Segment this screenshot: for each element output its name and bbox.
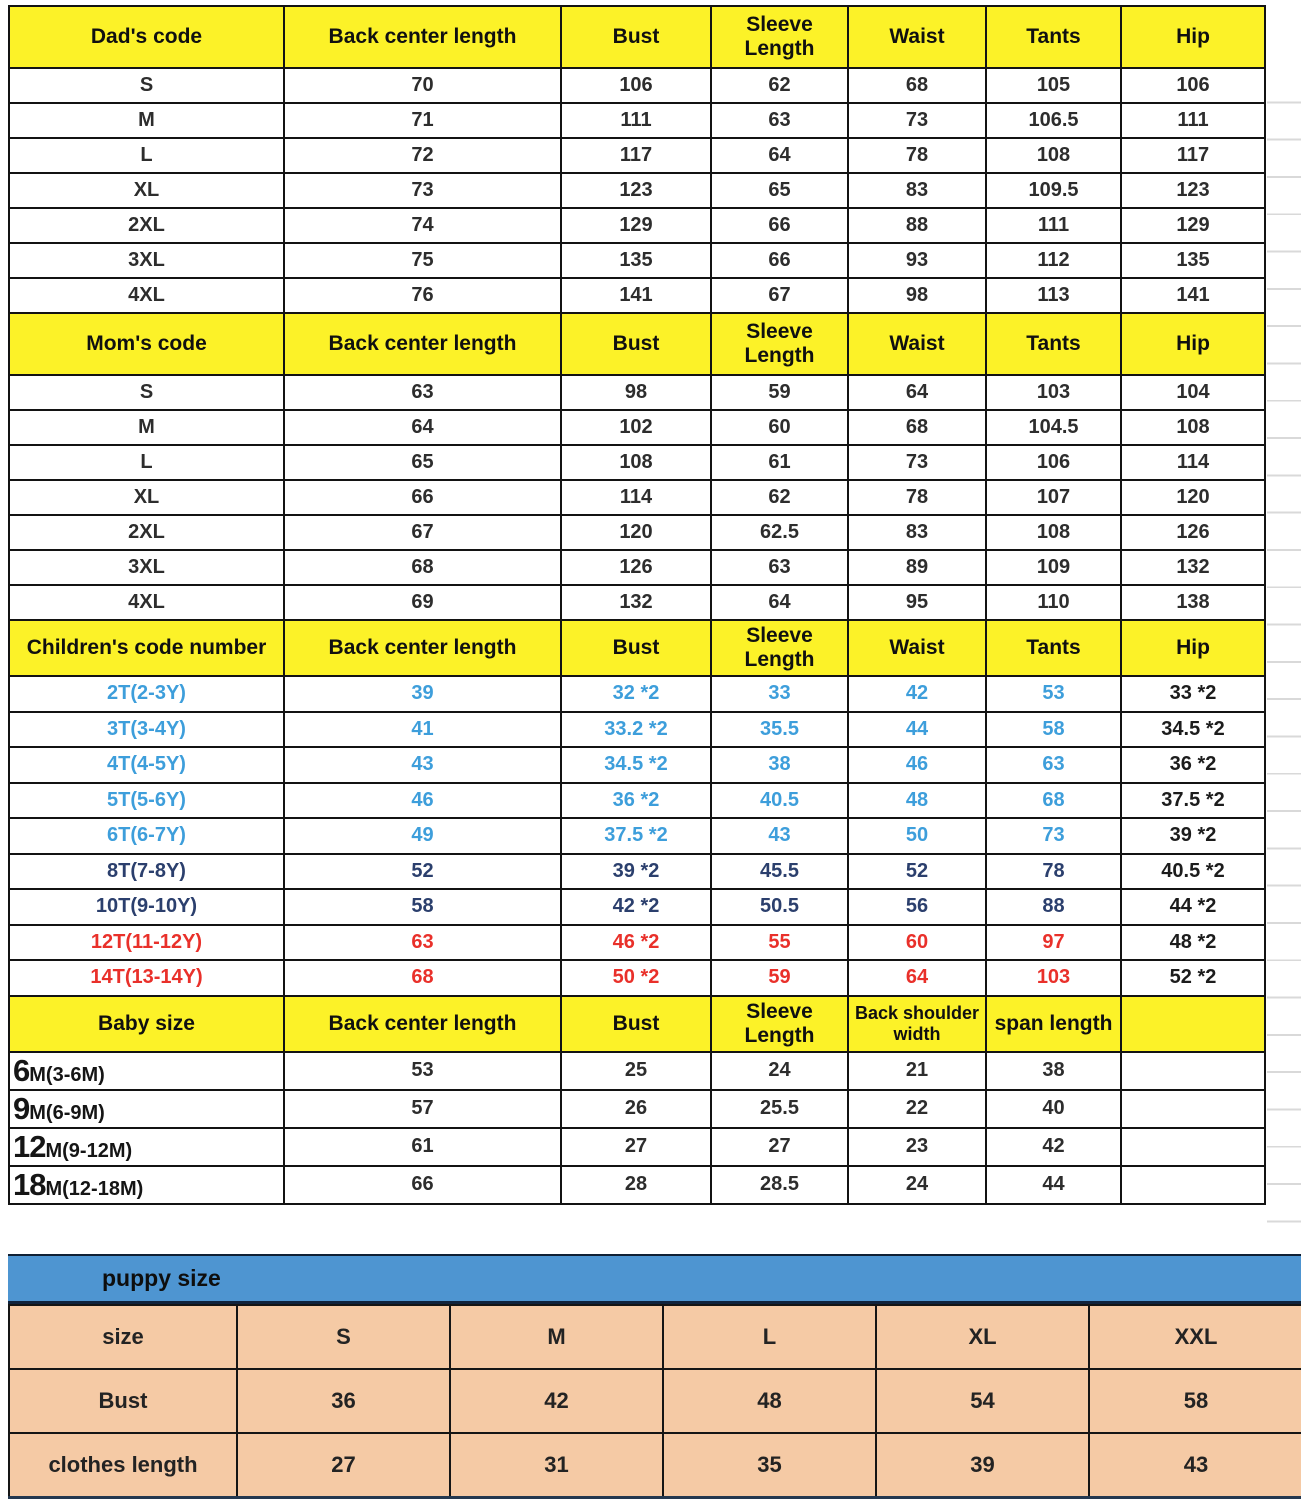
dad-value-cell: 93 bbox=[848, 243, 986, 278]
baby-size-label bbox=[9, 1090, 284, 1128]
mom-size-label: 4XL bbox=[9, 585, 284, 620]
baby-value-cell: 25 bbox=[561, 1052, 711, 1090]
mom-value-cell: 62 bbox=[711, 480, 848, 515]
children-header-cell: Tants bbox=[986, 620, 1121, 676]
children-value-cell: 68 bbox=[284, 960, 561, 996]
mom-value-cell: 95 bbox=[848, 585, 986, 620]
baby-empty-cell bbox=[1121, 1166, 1265, 1204]
baby-size-label-number: 18 bbox=[13, 1166, 46, 1202]
children-value-cell: 103 bbox=[986, 960, 1121, 996]
baby-value-cell: 25.5 bbox=[711, 1090, 848, 1128]
baby-data-row bbox=[9, 1052, 1265, 1090]
mom-size-label: L bbox=[9, 445, 284, 480]
baby-value-cell: 27 bbox=[711, 1128, 848, 1166]
children-size-label: 3T(3-4Y) bbox=[9, 712, 284, 748]
dad-value-cell: 98 bbox=[848, 278, 986, 313]
puppy-value-cell: S bbox=[237, 1305, 450, 1369]
dad-value-cell: 62 bbox=[711, 68, 848, 103]
dad-value-cell: 123 bbox=[1121, 173, 1265, 208]
children-data-row bbox=[9, 960, 1265, 996]
children-value-cell: 50.5 bbox=[711, 889, 848, 925]
children-value-cell: 39 bbox=[284, 676, 561, 712]
mom-value-cell: 89 bbox=[848, 550, 986, 585]
dad-value-cell: 112 bbox=[986, 243, 1121, 278]
dad-data-row bbox=[9, 173, 1265, 208]
baby-header-cell: Back shoulder width bbox=[848, 996, 986, 1052]
spreadsheet-gridlines bbox=[1267, 66, 1301, 1254]
mom-size-label: M bbox=[9, 410, 284, 445]
mom-value-cell: 108 bbox=[561, 445, 711, 480]
puppy-value-cell: 43 bbox=[1089, 1433, 1301, 1498]
baby-value-cell: 40 bbox=[986, 1090, 1121, 1128]
dad-value-cell: 129 bbox=[1121, 208, 1265, 243]
children-value-cell: 59 bbox=[711, 960, 848, 996]
puppy-value-cell: M bbox=[450, 1305, 663, 1369]
children-value-cell: 58 bbox=[986, 712, 1121, 748]
dad-header-cell: Hip bbox=[1121, 6, 1265, 68]
mom-value-cell: 107 bbox=[986, 480, 1121, 515]
mom-value-cell: 61 bbox=[711, 445, 848, 480]
dad-value-cell: 63 bbox=[711, 103, 848, 138]
dad-value-cell: 74 bbox=[284, 208, 561, 243]
children-value-cell: 97 bbox=[986, 925, 1121, 961]
baby-value-cell: 44 bbox=[986, 1166, 1121, 1204]
baby-data-row bbox=[9, 1090, 1265, 1128]
dad-data-row bbox=[9, 68, 1265, 103]
children-header-cell: Waist bbox=[848, 620, 986, 676]
baby-value-cell: 24 bbox=[711, 1052, 848, 1090]
mom-value-cell: 108 bbox=[1121, 410, 1265, 445]
children-value-cell: 64 bbox=[848, 960, 986, 996]
puppy-data-row bbox=[9, 1305, 1301, 1369]
children-value-cell: 73 bbox=[986, 818, 1121, 854]
mom-value-cell: 114 bbox=[561, 480, 711, 515]
dad-value-cell: 117 bbox=[1121, 138, 1265, 173]
baby-value-cell: 61 bbox=[284, 1128, 561, 1166]
children-value-cell: 36 *2 bbox=[561, 783, 711, 819]
children-header-cell: Hip bbox=[1121, 620, 1265, 676]
puppy-value-cell: 54 bbox=[876, 1369, 1089, 1433]
mom-data-row bbox=[9, 550, 1265, 585]
mom-value-cell: 69 bbox=[284, 585, 561, 620]
children-value-cell: 32 *2 bbox=[561, 676, 711, 712]
children-header-cell: Children's code number bbox=[9, 620, 284, 676]
baby-value-cell: 53 bbox=[284, 1052, 561, 1090]
dad-value-cell: 67 bbox=[711, 278, 848, 313]
dad-value-cell: 76 bbox=[284, 278, 561, 313]
children-value-cell: 45.5 bbox=[711, 854, 848, 890]
mom-value-cell: 78 bbox=[848, 480, 986, 515]
mom-header-row bbox=[9, 313, 1265, 375]
dad-data-row bbox=[9, 208, 1265, 243]
dad-value-cell: 78 bbox=[848, 138, 986, 173]
children-data-row bbox=[9, 783, 1265, 819]
children-value-cell: 34.5 *2 bbox=[561, 747, 711, 783]
mom-value-cell: 106 bbox=[986, 445, 1121, 480]
dad-value-cell: 135 bbox=[1121, 243, 1265, 278]
children-value-cell: 46 bbox=[848, 747, 986, 783]
mom-size-label: S bbox=[9, 375, 284, 410]
baby-value-cell: 28 bbox=[561, 1166, 711, 1204]
mom-value-cell: 104 bbox=[1121, 375, 1265, 410]
dad-value-cell: 68 bbox=[848, 68, 986, 103]
baby-size-label-range: M(9-12M) bbox=[45, 1139, 133, 1162]
dad-header-cell: Back center length bbox=[284, 6, 561, 68]
children-data-row bbox=[9, 712, 1265, 748]
dad-value-cell: 73 bbox=[284, 173, 561, 208]
dad-value-cell: 106.5 bbox=[986, 103, 1121, 138]
children-size-label: 6T(6-7Y) bbox=[9, 818, 284, 854]
puppy-value-cell: 39 bbox=[876, 1433, 1089, 1498]
children-value-cell: 60 bbox=[848, 925, 986, 961]
mom-header-cell: Sleeve Length bbox=[711, 313, 848, 375]
children-header-cell: Bust bbox=[561, 620, 711, 676]
baby-size-label-number: 9 bbox=[13, 1090, 30, 1126]
children-value-cell: 44 bbox=[848, 712, 986, 748]
children-size-label: 14T(13-14Y) bbox=[9, 960, 284, 996]
puppy-section bbox=[8, 1254, 1301, 1499]
baby-header-cell: Sleeve Length bbox=[711, 996, 848, 1052]
children-size-label: 2T(2-3Y) bbox=[9, 676, 284, 712]
mom-size-label: 2XL bbox=[9, 515, 284, 550]
children-value-cell: 50 *2 bbox=[561, 960, 711, 996]
dad-value-cell: 75 bbox=[284, 243, 561, 278]
mom-header-cell: Back center length bbox=[284, 313, 561, 375]
puppy-row-label: Bust bbox=[9, 1369, 237, 1433]
dad-value-cell: 106 bbox=[561, 68, 711, 103]
dad-size-label: 2XL bbox=[9, 208, 284, 243]
mom-data-row bbox=[9, 410, 1265, 445]
dad-size-label: M bbox=[9, 103, 284, 138]
dad-value-cell: 106 bbox=[1121, 68, 1265, 103]
baby-header-cell bbox=[1121, 996, 1265, 1052]
mom-value-cell: 83 bbox=[848, 515, 986, 550]
dad-size-label: XL bbox=[9, 173, 284, 208]
puppy-value-cell: 48 bbox=[663, 1369, 876, 1433]
baby-value-cell: 57 bbox=[284, 1090, 561, 1128]
dad-value-cell: 64 bbox=[711, 138, 848, 173]
mom-value-cell: 120 bbox=[561, 515, 711, 550]
puppy-row-label: clothes length bbox=[9, 1433, 237, 1498]
baby-data-row bbox=[9, 1166, 1265, 1204]
dad-size-label: L bbox=[9, 138, 284, 173]
children-value-cell: 42 bbox=[848, 676, 986, 712]
mom-value-cell: 104.5 bbox=[986, 410, 1121, 445]
puppy-section-header bbox=[8, 1254, 1301, 1304]
children-value-cell: 46 bbox=[284, 783, 561, 819]
dad-value-cell: 66 bbox=[711, 243, 848, 278]
children-value-cell: 39 *2 bbox=[1121, 818, 1265, 854]
mom-data-row bbox=[9, 515, 1265, 550]
mom-size-label: XL bbox=[9, 480, 284, 515]
dad-header-cell: Bust bbox=[561, 6, 711, 68]
dad-value-cell: 111 bbox=[1121, 103, 1265, 138]
dad-value-cell: 72 bbox=[284, 138, 561, 173]
mom-value-cell: 126 bbox=[561, 550, 711, 585]
children-value-cell: 33 bbox=[711, 676, 848, 712]
size-chart-table bbox=[8, 5, 1266, 1205]
dad-value-cell: 109.5 bbox=[986, 173, 1121, 208]
dad-value-cell: 83 bbox=[848, 173, 986, 208]
children-value-cell: 37.5 *2 bbox=[561, 818, 711, 854]
children-value-cell: 33 *2 bbox=[1121, 676, 1265, 712]
children-value-cell: 39 *2 bbox=[561, 854, 711, 890]
baby-header-cell: Baby size bbox=[9, 996, 284, 1052]
children-size-label: 5T(5-6Y) bbox=[9, 783, 284, 819]
baby-value-cell: 22 bbox=[848, 1090, 986, 1128]
children-size-label: 10T(9-10Y) bbox=[9, 889, 284, 925]
baby-header-cell: Bust bbox=[561, 996, 711, 1052]
mom-value-cell: 120 bbox=[1121, 480, 1265, 515]
mom-value-cell: 110 bbox=[986, 585, 1121, 620]
mom-value-cell: 138 bbox=[1121, 585, 1265, 620]
children-value-cell: 41 bbox=[284, 712, 561, 748]
mom-value-cell: 62.5 bbox=[711, 515, 848, 550]
dad-value-cell: 117 bbox=[561, 138, 711, 173]
children-value-cell: 33.2 *2 bbox=[561, 712, 711, 748]
baby-size-label-range: M(3-6M) bbox=[29, 1063, 105, 1086]
children-value-cell: 43 bbox=[284, 747, 561, 783]
dad-value-cell: 129 bbox=[561, 208, 711, 243]
children-value-cell: 40.5 *2 bbox=[1121, 854, 1265, 890]
dad-data-row bbox=[9, 103, 1265, 138]
mom-data-row bbox=[9, 585, 1265, 620]
children-value-cell: 63 bbox=[284, 925, 561, 961]
children-value-cell: 44 *2 bbox=[1121, 889, 1265, 925]
puppy-value-cell: L bbox=[663, 1305, 876, 1369]
mom-value-cell: 68 bbox=[848, 410, 986, 445]
dad-value-cell: 70 bbox=[284, 68, 561, 103]
children-value-cell: 34.5 *2 bbox=[1121, 712, 1265, 748]
mom-value-cell: 66 bbox=[284, 480, 561, 515]
dad-value-cell: 65 bbox=[711, 173, 848, 208]
mom-size-label: 3XL bbox=[9, 550, 284, 585]
puppy-value-cell: XL bbox=[876, 1305, 1089, 1369]
children-value-cell: 49 bbox=[284, 818, 561, 854]
children-header-cell: Back center length bbox=[284, 620, 561, 676]
children-data-row bbox=[9, 889, 1265, 925]
children-value-cell: 88 bbox=[986, 889, 1121, 925]
baby-header-cell: Back center length bbox=[284, 996, 561, 1052]
mom-value-cell: 73 bbox=[848, 445, 986, 480]
children-value-cell: 42 *2 bbox=[561, 889, 711, 925]
baby-value-cell: 42 bbox=[986, 1128, 1121, 1166]
baby-size-label bbox=[9, 1166, 284, 1204]
mom-value-cell: 126 bbox=[1121, 515, 1265, 550]
children-value-cell: 40.5 bbox=[711, 783, 848, 819]
children-value-cell: 55 bbox=[711, 925, 848, 961]
mom-value-cell: 114 bbox=[1121, 445, 1265, 480]
mom-value-cell: 59 bbox=[711, 375, 848, 410]
dad-value-cell: 73 bbox=[848, 103, 986, 138]
baby-header-cell: span length bbox=[986, 996, 1121, 1052]
mom-data-row bbox=[9, 375, 1265, 410]
dad-value-cell: 66 bbox=[711, 208, 848, 243]
children-value-cell: 68 bbox=[986, 783, 1121, 819]
baby-value-cell: 26 bbox=[561, 1090, 711, 1128]
mom-value-cell: 63 bbox=[284, 375, 561, 410]
dad-value-cell: 108 bbox=[986, 138, 1121, 173]
baby-size-label-number: 12 bbox=[13, 1128, 46, 1164]
puppy-value-cell: XXL bbox=[1089, 1305, 1301, 1369]
puppy-data-row bbox=[9, 1433, 1301, 1498]
children-value-cell: 35.5 bbox=[711, 712, 848, 748]
puppy-value-cell: 36 bbox=[237, 1369, 450, 1433]
dad-value-cell: 135 bbox=[561, 243, 711, 278]
children-value-cell: 52 *2 bbox=[1121, 960, 1265, 996]
dad-size-label: 3XL bbox=[9, 243, 284, 278]
baby-size-label bbox=[9, 1052, 284, 1090]
puppy-size-table bbox=[8, 1304, 1301, 1499]
mom-value-cell: 68 bbox=[284, 550, 561, 585]
baby-value-cell: 38 bbox=[986, 1052, 1121, 1090]
mom-value-cell: 64 bbox=[848, 375, 986, 410]
children-value-cell: 58 bbox=[284, 889, 561, 925]
mom-value-cell: 63 bbox=[711, 550, 848, 585]
mom-data-row bbox=[9, 445, 1265, 480]
mom-value-cell: 109 bbox=[986, 550, 1121, 585]
mom-value-cell: 67 bbox=[284, 515, 561, 550]
children-data-row bbox=[9, 676, 1265, 712]
dad-value-cell: 113 bbox=[986, 278, 1121, 313]
dad-value-cell: 141 bbox=[1121, 278, 1265, 313]
children-value-cell: 50 bbox=[848, 818, 986, 854]
dad-size-label: S bbox=[9, 68, 284, 103]
children-data-row bbox=[9, 747, 1265, 783]
children-value-cell: 56 bbox=[848, 889, 986, 925]
mom-value-cell: 60 bbox=[711, 410, 848, 445]
children-size-label: 12T(11-12Y) bbox=[9, 925, 284, 961]
puppy-section-title: puppy size bbox=[102, 1265, 221, 1291]
mom-value-cell: 64 bbox=[284, 410, 561, 445]
children-data-row bbox=[9, 925, 1265, 961]
dad-header-cell: Sleeve Length bbox=[711, 6, 848, 68]
baby-size-label-range: M(6-9M) bbox=[29, 1101, 105, 1124]
mom-value-cell: 132 bbox=[1121, 550, 1265, 585]
dad-data-row bbox=[9, 278, 1265, 313]
dad-header-row bbox=[9, 6, 1265, 68]
puppy-value-cell: 31 bbox=[450, 1433, 663, 1498]
children-value-cell: 48 bbox=[848, 783, 986, 819]
baby-value-cell: 27 bbox=[561, 1128, 711, 1166]
dad-data-row bbox=[9, 243, 1265, 278]
dad-header-cell: Waist bbox=[848, 6, 986, 68]
baby-value-cell: 66 bbox=[284, 1166, 561, 1204]
mom-value-cell: 64 bbox=[711, 585, 848, 620]
children-value-cell: 63 bbox=[986, 747, 1121, 783]
children-value-cell: 52 bbox=[848, 854, 986, 890]
dad-value-cell: 111 bbox=[561, 103, 711, 138]
mom-header-cell: Bust bbox=[561, 313, 711, 375]
baby-header-row bbox=[9, 996, 1265, 1052]
dad-value-cell: 111 bbox=[986, 208, 1121, 243]
mom-value-cell: 65 bbox=[284, 445, 561, 480]
dad-value-cell: 88 bbox=[848, 208, 986, 243]
puppy-value-cell: 35 bbox=[663, 1433, 876, 1498]
mom-value-cell: 103 bbox=[986, 375, 1121, 410]
mom-value-cell: 102 bbox=[561, 410, 711, 445]
mom-header-cell: Waist bbox=[848, 313, 986, 375]
mom-value-cell: 108 bbox=[986, 515, 1121, 550]
baby-size-label-range: M(12-18M) bbox=[45, 1177, 144, 1200]
puppy-row-label: size bbox=[9, 1305, 237, 1369]
children-size-label: 8T(7-8Y) bbox=[9, 854, 284, 890]
puppy-data-row bbox=[9, 1369, 1301, 1433]
mom-header-cell: Mom's code bbox=[9, 313, 284, 375]
children-header-cell: Sleeve Length bbox=[711, 620, 848, 676]
baby-value-cell: 24 bbox=[848, 1166, 986, 1204]
children-value-cell: 52 bbox=[284, 854, 561, 890]
children-value-cell: 53 bbox=[986, 676, 1121, 712]
baby-empty-cell bbox=[1121, 1128, 1265, 1166]
dad-data-row bbox=[9, 138, 1265, 173]
children-value-cell: 38 bbox=[711, 747, 848, 783]
baby-empty-cell bbox=[1121, 1090, 1265, 1128]
puppy-value-cell: 58 bbox=[1089, 1369, 1301, 1433]
baby-value-cell: 28.5 bbox=[711, 1166, 848, 1204]
mom-value-cell: 98 bbox=[561, 375, 711, 410]
dad-value-cell: 123 bbox=[561, 173, 711, 208]
dad-value-cell: 71 bbox=[284, 103, 561, 138]
baby-value-cell: 23 bbox=[848, 1128, 986, 1166]
mom-header-cell: Tants bbox=[986, 313, 1121, 375]
baby-value-cell: 21 bbox=[848, 1052, 986, 1090]
puppy-value-cell: 27 bbox=[237, 1433, 450, 1498]
children-size-label: 4T(4-5Y) bbox=[9, 747, 284, 783]
mom-data-row bbox=[9, 480, 1265, 515]
mom-value-cell: 132 bbox=[561, 585, 711, 620]
children-value-cell: 37.5 *2 bbox=[1121, 783, 1265, 819]
children-value-cell: 78 bbox=[986, 854, 1121, 890]
dad-header-cell: Tants bbox=[986, 6, 1121, 68]
mom-header-cell: Hip bbox=[1121, 313, 1265, 375]
dad-value-cell: 105 bbox=[986, 68, 1121, 103]
children-data-row bbox=[9, 818, 1265, 854]
children-data-row bbox=[9, 854, 1265, 890]
children-value-cell: 46 *2 bbox=[561, 925, 711, 961]
children-value-cell: 43 bbox=[711, 818, 848, 854]
baby-size-label bbox=[9, 1128, 284, 1166]
children-value-cell: 48 *2 bbox=[1121, 925, 1265, 961]
baby-data-row bbox=[9, 1128, 1265, 1166]
dad-value-cell: 141 bbox=[561, 278, 711, 313]
baby-empty-cell bbox=[1121, 1052, 1265, 1090]
children-header-row bbox=[9, 620, 1265, 676]
dad-header-cell: Dad's code bbox=[9, 6, 284, 68]
puppy-value-cell: 42 bbox=[450, 1369, 663, 1433]
children-value-cell: 36 *2 bbox=[1121, 747, 1265, 783]
dad-size-label: 4XL bbox=[9, 278, 284, 313]
baby-size-label-number: 6 bbox=[13, 1052, 30, 1088]
